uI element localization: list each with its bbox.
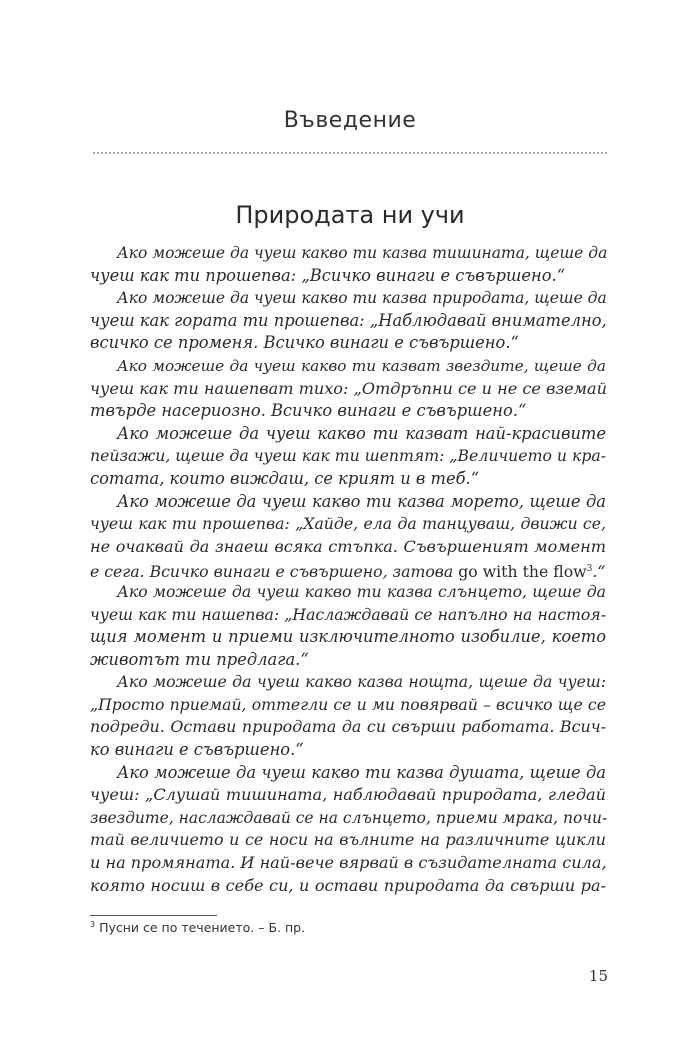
- text-line: [90, 875, 606, 898]
- line-text: звездите, наслаждавай се на слънцето, приеми мрака, почи-: [90, 808, 608, 827]
- text-line: [90, 332, 606, 355]
- text-line: [90, 445, 606, 468]
- dotted-divider: [92, 151, 608, 155]
- text-line: [90, 626, 606, 649]
- text-line: [90, 536, 606, 559]
- text-line: [90, 355, 606, 378]
- line-text: сотата, които виждаш, се крият и в теб.“: [90, 468, 480, 488]
- line-text: Ако можеше да чуеш какво казва нощта, щеше да чуеш:: [117, 672, 606, 692]
- text-line: [90, 491, 606, 514]
- text-line: [90, 468, 606, 491]
- line-text: Ако можеше да чуеш какво ти казват най-красивите: [117, 423, 606, 443]
- line-text: Ако можеше да чуеш какво ти казва душата, щеше да: [117, 762, 606, 782]
- line-text: чуеш как гората ти прошепва: „Наблюдавай внимателно,: [90, 310, 607, 330]
- line-text: и на промяната. И най-вече вярвай в съзидателната сила,: [90, 853, 607, 873]
- text-line: [90, 694, 606, 717]
- line-text: не очаквай да знаеш всяка стъпка. Съвършеният момент: [90, 536, 606, 556]
- footnote-reference: 3: [586, 564, 593, 575]
- line-text: е сега. Всичко винаги е съвършено, затова: [90, 562, 459, 582]
- text-line: [90, 423, 606, 446]
- line-text: чуеш как ти прошепва: „Хайде, ела да танцуваш, движи се,: [90, 514, 606, 534]
- section-title: Природата ни учи: [235, 201, 465, 229]
- text-line: [90, 287, 606, 310]
- text-line: [90, 829, 606, 852]
- line-text: чуеш: „Слушай тишината, наблюдавай природата, гледай: [90, 785, 606, 805]
- line-text: Ако можеше да чуеш какво ти казва морето, щеше да: [117, 491, 606, 511]
- text-line: [90, 378, 606, 401]
- text-line: [90, 739, 606, 762]
- text-line: [90, 649, 606, 672]
- text-line: [90, 513, 606, 536]
- line-text: която носиш в себе си, и остави природата да свърши ра-: [90, 875, 606, 895]
- line-text: Ако можеше да чуеш какво ти казва тишината, щеше да: [117, 244, 608, 262]
- text-line: [90, 852, 606, 875]
- line-text: щия момент и приеми изключителното изобилие, което: [90, 627, 606, 647]
- line-text: ко винаги е съвършено.“: [90, 740, 304, 760]
- line-text: Ако можеше да чуеш какво ти казва природата, щеше да: [117, 289, 607, 308]
- text-line: [90, 581, 606, 604]
- text-line: [90, 310, 606, 333]
- text-line: [90, 265, 606, 288]
- line-text: тай величието и се носи на вълните на различните цикли: [90, 830, 606, 850]
- page-number: 15: [588, 967, 608, 985]
- line-text: подреди. Остави природата да си свърши работата. Всич-: [90, 717, 606, 737]
- footnote-marker: 3: [90, 920, 96, 929]
- text-line: [90, 604, 606, 627]
- line-text: „Просто приемай, оттегли се и ми повярвай – всичко ще се: [90, 694, 606, 714]
- line-text: чуеш как ти нашепва: „Наслаждавай се напълно на настоя-: [90, 604, 606, 624]
- line-text: пейзажи, щеше да чуеш как ти шептят: „Величието и кра-: [90, 446, 607, 466]
- line-text: твърде насериозно. Всичко винаги е съвършено.“: [90, 401, 527, 421]
- text-line: [90, 400, 606, 423]
- foreign-phrase: go with the flow: [458, 562, 587, 582]
- text-line: [90, 762, 606, 785]
- line-text-tail: .“: [592, 562, 606, 582]
- line-text: Ако можеше да чуеш какво ти казват звездите, щеше да: [117, 356, 606, 375]
- footnote-divider: [90, 915, 217, 916]
- text-line: [90, 671, 606, 694]
- line-text: чуеш как ти нашепват тихо: „Отдръпни се и не се вземай: [90, 378, 607, 398]
- text-line: [90, 716, 606, 739]
- text-line: [90, 807, 606, 830]
- footnote: [90, 920, 305, 935]
- line-text: всичко се променя. Всичко винаги е съвършено.“: [90, 333, 519, 353]
- text-line: [90, 558, 606, 581]
- line-text: чуеш как ти прошепва: „Всичко винаги е съвършено.“: [90, 265, 566, 285]
- text-line: [90, 242, 606, 265]
- chapter-heading: Въведение: [283, 108, 417, 133]
- line-text: Ако можеше да чуеш какво ти казва слънцето, щеше да: [117, 581, 606, 601]
- body-text: [90, 242, 606, 897]
- footnote-text: Пусни се по течението. – Б. пр.: [95, 920, 306, 935]
- line-text: животът ти предлага.“: [90, 649, 309, 669]
- text-line: [90, 784, 606, 807]
